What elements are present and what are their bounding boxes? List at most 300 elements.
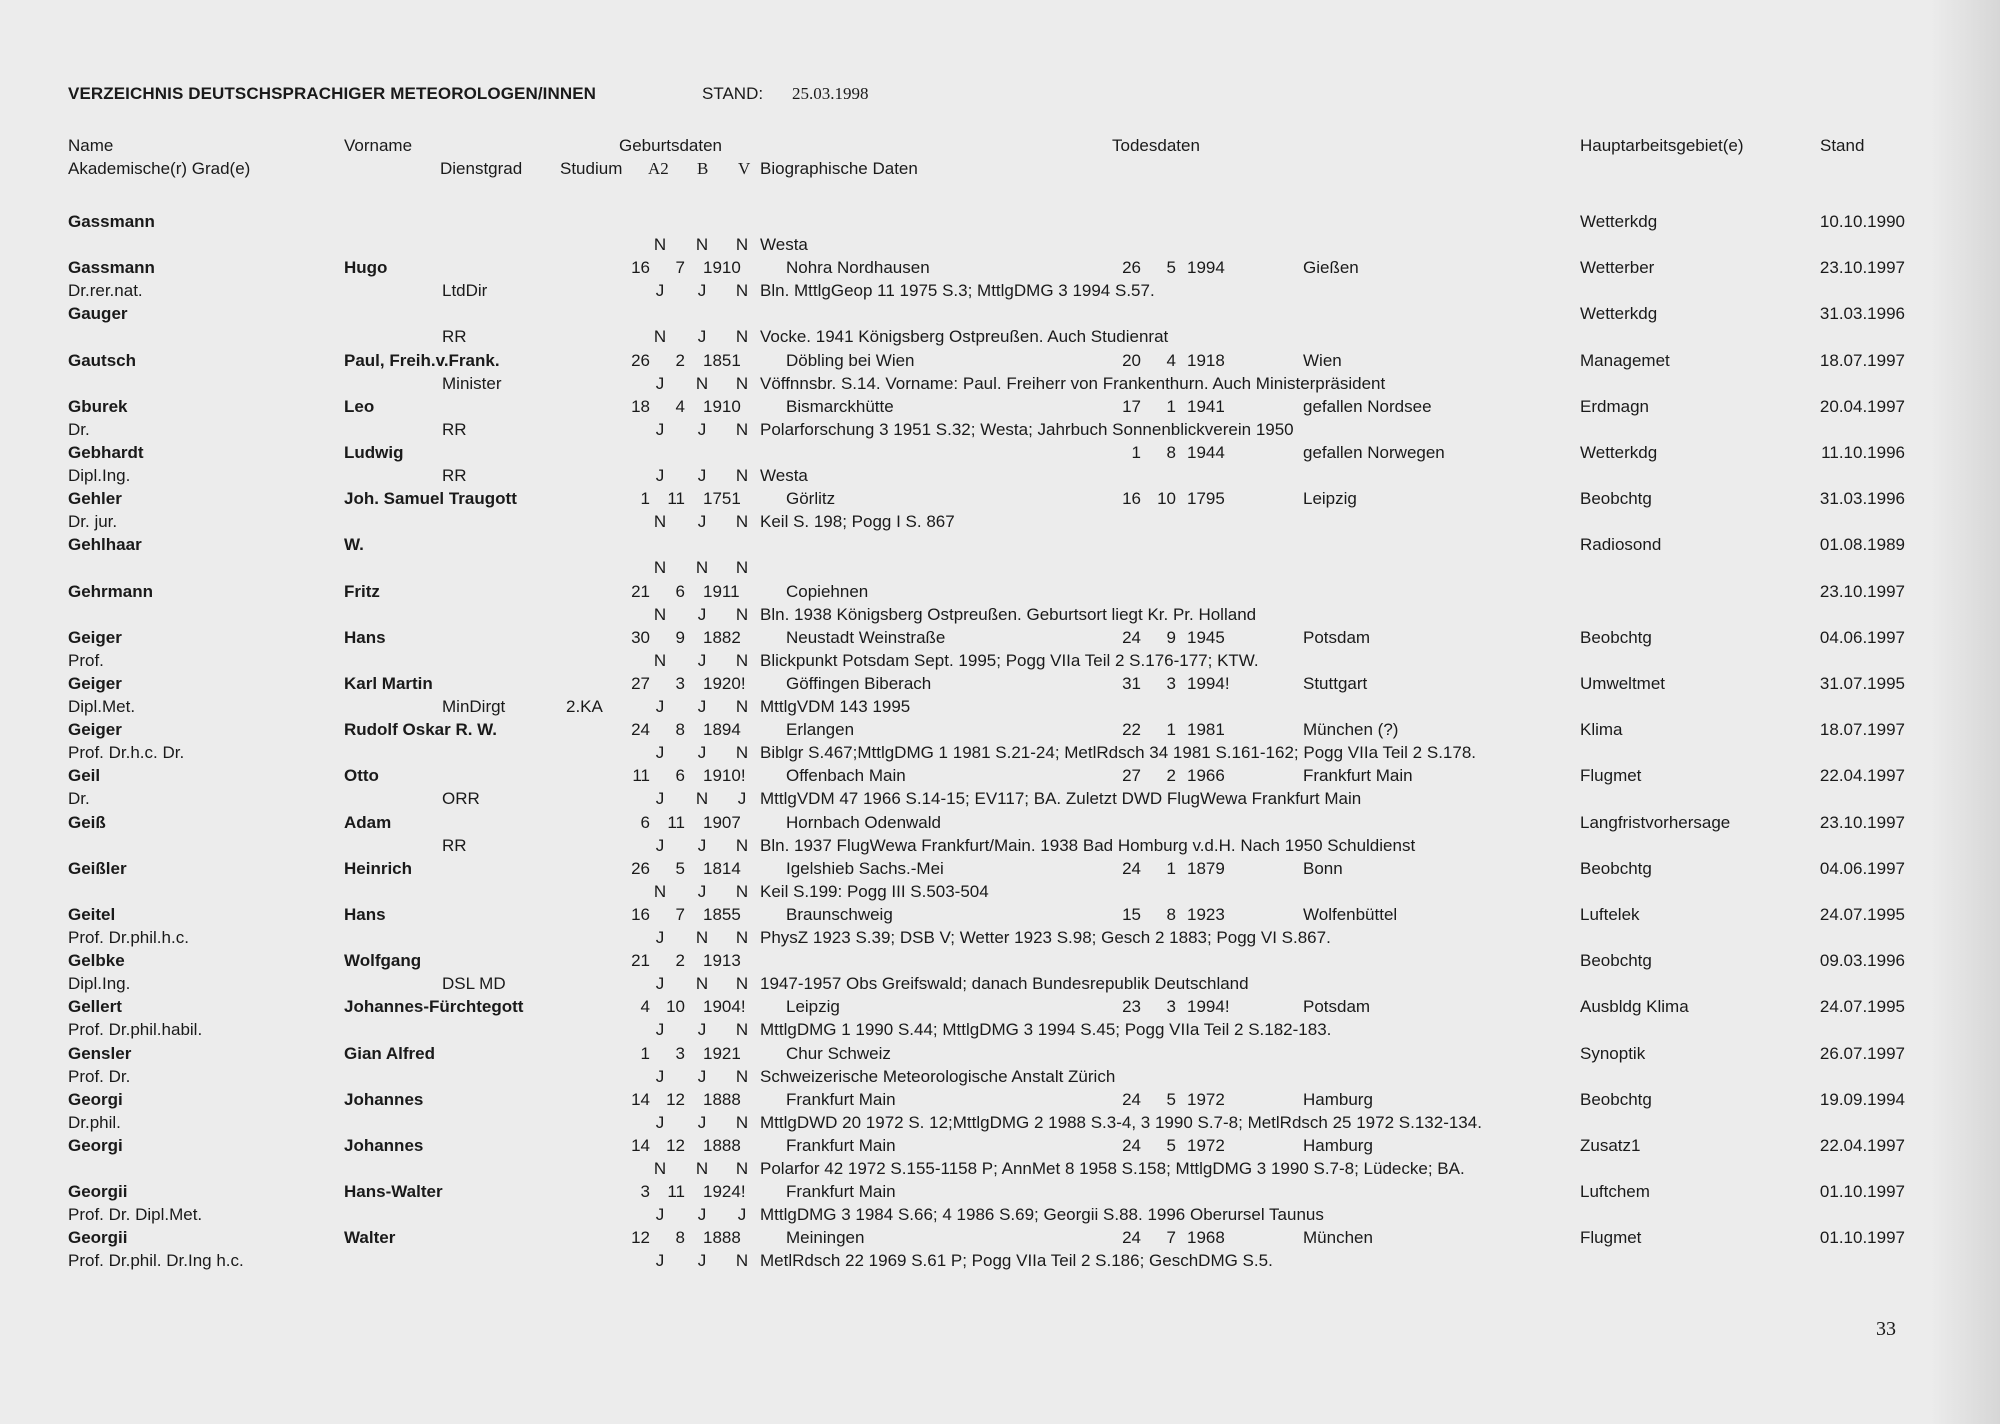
entry-field: Flugmet xyxy=(1580,766,1642,786)
entry-td: 24 xyxy=(1122,1136,1141,1155)
entry-name: Gburek xyxy=(68,396,128,416)
entry-a2: J xyxy=(655,1251,665,1271)
entry-tplace: Wien xyxy=(1303,350,1342,370)
entry-a2: J xyxy=(655,697,665,716)
entry-name: Gehrmann xyxy=(68,581,154,601)
entry-gy: 1911 xyxy=(703,581,740,601)
entry-gd: 27 xyxy=(631,674,650,693)
entry-name: Georgi xyxy=(68,1136,123,1155)
entry-gm: 7 xyxy=(675,258,685,278)
entry-stand: 20.04.1997 xyxy=(1819,396,1905,416)
entry-gy: 1910! xyxy=(703,766,746,786)
entry-bio: MetlRdsch 22 1969 S.61 P; Pogg VIIa Teil 2 S.186; GeschDMG S.5. xyxy=(760,1251,1273,1271)
entry-a2: J xyxy=(655,281,665,301)
entry-vorname: Hugo xyxy=(344,258,388,278)
entry-vorname: Gian Alfred xyxy=(344,1043,435,1063)
entry-gm: 11 xyxy=(667,489,685,509)
entry-gm: 2 xyxy=(675,951,685,971)
entry-name: Georgii xyxy=(68,1228,128,1248)
entry-a2: N xyxy=(653,881,667,901)
document-title: VERZEICHNIS DEUTSCHSPRACHIGER METEOROLOGEN/INNEN xyxy=(68,84,597,103)
entry-gm: 8 xyxy=(675,1228,685,1248)
entry-v: N xyxy=(735,1159,749,1178)
entry-a2: J xyxy=(655,835,665,855)
entry-a2: N xyxy=(653,1159,667,1178)
entry-tplace: Hamburg xyxy=(1303,1136,1373,1155)
entry-gplace: Copiehnen xyxy=(786,581,869,601)
entry-gd: 21 xyxy=(631,951,650,971)
entry-tplace: Bonn xyxy=(1303,858,1343,878)
entry-name: Gassmann xyxy=(68,258,155,278)
entry-stand: 10.10.1990 xyxy=(1819,212,1905,231)
entry-ty: 1966 xyxy=(1187,766,1225,786)
entry-gy: 1913 xyxy=(703,951,741,971)
entry-b: J xyxy=(697,604,707,624)
entry-gd: 26 xyxy=(631,350,650,370)
header-a2: A2 xyxy=(648,159,669,178)
entry-v: N xyxy=(735,928,749,947)
entry-name: Gelbke xyxy=(68,951,125,971)
entry-field: Zusatz1 xyxy=(1580,1136,1641,1155)
entry-gy: 1910 xyxy=(703,396,741,416)
entry-bio: Schweizerische Meteorologische Anstalt Zürich xyxy=(760,1066,1116,1086)
entry-bio: 1947-1957 Obs Greifswald; danach Bundesrepublik Deutschland xyxy=(760,974,1249,994)
entry-tplace: Potsdam xyxy=(1303,627,1371,647)
entry-gplace: Frankfurt Main xyxy=(786,1089,896,1109)
entry-grad: Dr.phil. xyxy=(68,1112,121,1132)
entry-tm: 8 xyxy=(1166,443,1176,462)
entry-b: N xyxy=(695,789,709,809)
entry-vorname: Fritz xyxy=(344,581,380,601)
entry-dienst: RR xyxy=(442,466,467,485)
entry-tm: 5 xyxy=(1166,258,1176,278)
entry-gplace: Chur Schweiz xyxy=(786,1043,891,1063)
entry-stand: 31.03.1996 xyxy=(1819,489,1905,509)
entry-gm: 8 xyxy=(675,720,685,740)
header-grad: Akademische(r) Grad(e) xyxy=(68,159,251,178)
entry-ty: 1994! xyxy=(1187,674,1230,693)
entry-gy: 1910 xyxy=(703,258,741,278)
entry-td: 15 xyxy=(1122,905,1141,924)
entry-field: Erdmagn xyxy=(1580,396,1649,416)
entry-field: Klima xyxy=(1580,720,1623,740)
entry-ty: 1968 xyxy=(1187,1228,1225,1248)
page-number: 33 xyxy=(1876,1318,1896,1340)
entry-a2: N xyxy=(653,512,667,532)
entry-a2: J xyxy=(655,1066,665,1086)
entry-name: Gassmann xyxy=(68,212,155,231)
entry-tplace: gefallen Norwegen xyxy=(1303,443,1445,462)
entry-b: N xyxy=(695,373,709,393)
entry-stand: 04.06.1997 xyxy=(1819,858,1905,878)
entry-gplace: Braunschweig xyxy=(786,905,893,924)
entry-name: Gautsch xyxy=(68,350,137,370)
entry-gy: 1814 xyxy=(703,858,741,878)
entry-tm: 7 xyxy=(1166,1228,1176,1248)
entry-b: J xyxy=(697,1020,707,1040)
entry-gy: 1888 xyxy=(703,1228,741,1248)
entry-field: Beobchtg xyxy=(1580,858,1652,878)
entry-stand: 01.10.1997 xyxy=(1819,1182,1905,1202)
entry-b: J xyxy=(697,881,707,901)
entry-gm: 7 xyxy=(675,905,685,924)
entry-stand: 11.10.1996 xyxy=(1821,443,1905,462)
entry-gplace: Offenbach Main xyxy=(786,766,906,786)
entry-gy: 1855 xyxy=(703,905,741,924)
entry-tplace: Stuttgart xyxy=(1303,674,1368,693)
entry-bio: MttlgVDM 47 1966 S.14-15; EV117; BA. Zuletzt DWD FlugWewa Frankfurt Main xyxy=(760,789,1362,809)
entry-field: Langfristvorhersage xyxy=(1580,812,1731,832)
entry-a2: J xyxy=(655,789,665,809)
entry-gm: 2 xyxy=(675,350,685,370)
entry-gd: 30 xyxy=(631,627,650,647)
entry-field: Beobchtg xyxy=(1580,1089,1652,1109)
entry-ty: 1945 xyxy=(1187,627,1225,647)
entry-grad: Dr. xyxy=(68,419,90,439)
entry-bio: Keil S.199: Pogg III S.503-504 xyxy=(760,881,989,901)
entry-tplace: gefallen Nordsee xyxy=(1303,396,1432,416)
entry-field: Beobchtg xyxy=(1580,627,1652,647)
entry-bio: Bln. 1938 Königsberg Ostpreußen. Geburtsort liegt Kr. Pr. Holland xyxy=(760,604,1257,624)
entry-td: 31 xyxy=(1122,674,1141,693)
entry-gplace: Igelshieb Sachs.-Mei xyxy=(786,858,944,878)
entry-a2: J xyxy=(655,974,665,994)
entry-ty: 1923 xyxy=(1187,905,1225,924)
entry-name: Geißler xyxy=(68,858,127,878)
entry-bio: Bln. 1937 FlugWewa Frankfurt/Main. 1938 Bad Homburg v.d.H. Nach 1950 Schuldienst xyxy=(760,835,1416,855)
entry-tm: 5 xyxy=(1166,1089,1176,1109)
entry-gm: 11 xyxy=(667,1182,685,1202)
entry-v: N xyxy=(735,974,749,994)
entry-name: Georgi xyxy=(68,1089,123,1109)
entry-stand: 01.10.1997 xyxy=(1819,1228,1905,1248)
entry-name: Geiß xyxy=(68,812,106,832)
entry-gd: 26 xyxy=(631,858,650,878)
entry-dienst: RR xyxy=(442,835,467,855)
entry-grad: Dr. jur. xyxy=(68,512,118,532)
entry-gm: 4 xyxy=(675,396,685,416)
entry-b: J xyxy=(697,512,707,532)
entry-name: Geiger xyxy=(68,627,122,647)
entry-v: N xyxy=(735,281,749,301)
entry-bio: Blickpunkt Potsdam Sept. 1995; Pogg VIIa Teil 2 S.176-177; KTW. xyxy=(760,650,1259,670)
entry-gd: 11 xyxy=(632,766,650,786)
entry-name: Gellert xyxy=(68,997,122,1017)
entry-vorname: Hans xyxy=(344,905,386,924)
entry-name: Gehlhaar xyxy=(68,535,142,555)
entry-gd: 6 xyxy=(640,812,650,832)
entry-a2: J xyxy=(655,466,665,485)
entry-v: N xyxy=(735,604,749,624)
entry-grad: Dr.rer.nat. xyxy=(68,281,143,301)
entry-b: J xyxy=(697,1205,707,1225)
entry-td: 26 xyxy=(1122,258,1141,278)
entry-td: 23 xyxy=(1122,997,1141,1017)
entry-grad: Prof. Dr.phil.habil. xyxy=(68,1020,203,1040)
entry-gplace: Bismarckhütte xyxy=(786,396,894,416)
entry-b: J xyxy=(697,1112,707,1132)
entry-name: Gensler xyxy=(68,1043,132,1063)
stand-date: 25.03.1998 xyxy=(792,84,869,103)
entry-grad: Dr. xyxy=(68,789,90,809)
entry-name: Geitel xyxy=(68,905,116,924)
entry-a2: J xyxy=(655,1205,665,1225)
entry-tm: 3 xyxy=(1166,674,1176,693)
entry-gm: 3 xyxy=(675,1043,685,1063)
entry-grad: Prof. xyxy=(68,650,104,670)
entry-stand: 23.10.1997 xyxy=(1819,581,1905,601)
entry-gm: 11 xyxy=(667,812,685,832)
entry-field: Wetterkdg xyxy=(1580,304,1658,324)
entry-b: J xyxy=(697,419,707,439)
entry-td: 24 xyxy=(1122,858,1141,878)
entry-grad: Dipl.Ing. xyxy=(68,466,131,485)
entry-gy: 1920! xyxy=(703,674,746,693)
entry-ty: 1941 xyxy=(1187,396,1225,416)
entry-bio: Westa xyxy=(760,235,808,254)
entry-gd: 24 xyxy=(631,720,650,740)
header-studium: Studium xyxy=(560,159,623,178)
entry-a2: J xyxy=(655,419,665,439)
entry-bio: Vocke. 1941 Königsberg Ostpreußen. Auch Studienrat xyxy=(760,327,1169,347)
entry-gy: 1888 xyxy=(703,1136,741,1155)
header-name: Name xyxy=(68,136,114,155)
entry-gm: 12 xyxy=(666,1089,685,1109)
entry-a2: J xyxy=(655,928,665,947)
entry-td: 1 xyxy=(1131,443,1141,462)
entry-tplace: München xyxy=(1303,1228,1373,1248)
entry-a2: J xyxy=(655,1020,665,1040)
entry-gy: 1851 xyxy=(703,350,741,370)
entry-dienst: ORR xyxy=(442,789,480,809)
entry-v: N xyxy=(735,1251,749,1271)
entry-ty: 1918 xyxy=(1187,350,1225,370)
entry-a2: N xyxy=(653,235,667,254)
entry-stand: 18.07.1997 xyxy=(1819,350,1905,370)
entry-gd: 21 xyxy=(631,581,650,601)
entry-bio: PhysZ 1923 S.39; DSB V; Wetter 1923 S.98; Gesch 2 1883; Pogg VI S.867. xyxy=(760,928,1331,947)
entry-vorname: Johannes-Fürchtegott xyxy=(344,997,524,1017)
entry-tplace: Gießen xyxy=(1303,258,1359,278)
entry-dienst: RR xyxy=(442,327,467,347)
entry-gy: 1924! xyxy=(703,1182,746,1202)
entry-stand: 26.07.1997 xyxy=(1819,1043,1905,1063)
entry-tm: 4 xyxy=(1166,350,1176,370)
entry-gd: 14 xyxy=(631,1136,650,1155)
entry-grad: Prof. Dr. xyxy=(68,1066,131,1086)
entry-grad: Dipl.Met. xyxy=(68,697,136,716)
entry-gd: 4 xyxy=(640,997,650,1017)
entry-gy: 1921 xyxy=(703,1043,741,1063)
entry-bio: MttlgDMG 1 1990 S.44; MttlgDMG 3 1994 S.45; Pogg VIIa Teil 2 S.182-183. xyxy=(760,1020,1332,1040)
entry-b: J xyxy=(697,743,707,763)
entry-bio: MttlgVDM 143 1995 xyxy=(760,697,911,716)
entry-bio: MttlgDWD 20 1972 S. 12;MttlgDMG 2 1988 S.3-4, 3 1990 S.7-8; MetlRdsch 25 1972 S.132-134. xyxy=(760,1112,1482,1132)
entry-vorname: Johannes xyxy=(344,1136,424,1155)
entry-vorname: Joh. Samuel Traugott xyxy=(344,489,517,509)
entry-name: Gehler xyxy=(68,489,122,509)
entry-gy: 1888 xyxy=(703,1089,741,1109)
entry-dienst: MinDirgt xyxy=(442,697,506,716)
entry-b: N xyxy=(695,558,709,578)
entry-tm: 1 xyxy=(1166,396,1176,416)
entry-stand: 24.07.1995 xyxy=(1819,997,1905,1017)
entry-v: N xyxy=(735,558,749,578)
entry-gy: 1907 xyxy=(703,812,741,832)
entry-v: J xyxy=(737,1205,747,1225)
entry-vorname: Rudolf Oskar R. W. xyxy=(344,720,498,740)
entry-vorname: Otto xyxy=(344,766,379,786)
entry-b: N xyxy=(695,974,709,994)
entry-name: Gebhardt xyxy=(68,443,144,462)
entry-grad: Prof. Dr.phil.h.c. xyxy=(68,928,189,947)
entry-stand: 24.07.1995 xyxy=(1819,905,1905,924)
entry-gplace: Frankfurt Main xyxy=(786,1182,896,1202)
entry-stand: 19.09.1994 xyxy=(1819,1089,1905,1109)
entry-tplace: Leipzig xyxy=(1303,489,1357,509)
entry-v: N xyxy=(735,650,749,670)
entry-gd: 12 xyxy=(631,1228,650,1248)
entry-v: N xyxy=(735,743,749,763)
entry-vorname: Hans xyxy=(344,627,386,647)
header-hauptarbeitsgebiet: Hauptarbeitsgebiet(e) xyxy=(1580,136,1744,155)
entry-field: Beobchtg xyxy=(1580,951,1652,971)
entry-v: N xyxy=(735,1112,749,1132)
entry-gy: 1904! xyxy=(703,997,746,1017)
entry-gy: 1751 xyxy=(703,489,741,509)
entry-v: N xyxy=(735,1066,749,1086)
entry-gplace: Göffingen Biberach xyxy=(786,674,932,693)
entry-tm: 1 xyxy=(1166,720,1176,740)
entry-tm: 5 xyxy=(1166,1136,1176,1155)
entry-bio: Polarfor 42 1972 S.155-1158 P; AnnMet 8 1958 S.158; MttlgDMG 3 1990 S.7-8; Lüdecke; BA. xyxy=(760,1159,1465,1178)
entry-gm: 12 xyxy=(666,1136,685,1155)
entry-field: Managemet xyxy=(1580,350,1670,370)
entry-vorname: Ludwig xyxy=(344,443,404,462)
entry-v: N xyxy=(735,327,749,347)
entry-stand: 22.04.1997 xyxy=(1819,1136,1905,1155)
entry-gd: 1 xyxy=(640,489,650,509)
entry-b: J xyxy=(697,697,707,716)
entry-name: Geiger xyxy=(68,674,122,693)
entry-b: J xyxy=(697,835,707,855)
entry-gplace: Nohra Nordhausen xyxy=(786,258,930,278)
entry-a2: N xyxy=(653,650,667,670)
entry-td: 17 xyxy=(1122,396,1141,416)
entry-gd: 16 xyxy=(631,905,650,924)
entry-studium: 2.KA xyxy=(566,697,603,716)
entry-v: N xyxy=(735,1020,749,1040)
entry-tm: 2 xyxy=(1166,766,1176,786)
entry-stand: 04.06.1997 xyxy=(1819,627,1905,647)
entry-v: N xyxy=(735,373,749,393)
entry-gm: 5 xyxy=(675,858,685,878)
header-v: V xyxy=(738,159,751,178)
entry-dienst: Minister xyxy=(442,373,502,393)
entry-bio: Vöffnnsbr. S.14. Vorname: Paul. Freiherr von Frankenthurn. Auch Ministerpräsident xyxy=(760,373,1386,393)
entry-gplace: Görlitz xyxy=(786,489,836,509)
entry-v: N xyxy=(735,881,749,901)
entry-v: J xyxy=(737,789,747,809)
entry-ty: 1972 xyxy=(1187,1089,1225,1109)
entry-ty: 1795 xyxy=(1187,489,1225,509)
entry-v: N xyxy=(735,512,749,532)
entry-tplace: Frankfurt Main xyxy=(1303,766,1413,786)
entry-grad: Prof. Dr. Dipl.Met. xyxy=(68,1205,203,1225)
entry-ty: 1879 xyxy=(1187,858,1225,878)
entry-td: 24 xyxy=(1122,627,1141,647)
entry-stand: 22.04.1997 xyxy=(1819,766,1905,786)
entry-tm: 9 xyxy=(1166,627,1176,647)
entry-gm: 10 xyxy=(666,997,685,1017)
entry-bio: Biblgr S.467;MttlgDMG 1 1981 S.21-24; MetlRdsch 34 1981 S.161-162; Pogg VIIa Teil 2 S.178. xyxy=(760,743,1477,763)
entry-bio: Polarforschung 3 1951 S.32; Westa; Jahrbuch Sonnenblickverein 1950 xyxy=(760,419,1294,439)
entry-v: N xyxy=(735,697,749,716)
entry-stand: 09.03.1996 xyxy=(1819,951,1905,971)
entry-name: Geil xyxy=(68,766,101,786)
entry-ty: 1972 xyxy=(1187,1136,1225,1155)
entry-v: N xyxy=(735,835,749,855)
entry-stand: 23.10.1997 xyxy=(1819,812,1905,832)
entry-gd: 1 xyxy=(640,1043,650,1063)
entry-gd: 14 xyxy=(631,1089,650,1109)
entry-gplace: Meiningen xyxy=(786,1228,865,1248)
entry-b: J xyxy=(697,1066,707,1086)
entry-stand: 31.07.1995 xyxy=(1819,674,1905,693)
entry-v: N xyxy=(735,466,749,485)
entry-grad: Prof. Dr.phil. Dr.Ing h.c. xyxy=(68,1251,244,1271)
entry-v: N xyxy=(735,235,749,254)
entry-gm: 6 xyxy=(675,581,685,601)
entry-gm: 3 xyxy=(675,674,685,693)
entry-ty: 1981 xyxy=(1187,720,1225,740)
entry-b: J xyxy=(697,327,707,347)
entry-tm: 1 xyxy=(1166,858,1176,878)
entry-ty: 1994! xyxy=(1187,997,1230,1017)
header-geburtsdaten: Geburtsdaten xyxy=(619,136,723,155)
entry-gd: 3 xyxy=(640,1182,650,1202)
entry-b: J xyxy=(697,466,707,485)
entry-vorname: Paul, Freih.v.Frank. xyxy=(344,350,500,370)
entry-field: Flugmet xyxy=(1580,1228,1642,1248)
entry-td: 24 xyxy=(1122,1089,1141,1109)
entry-dienst: RR xyxy=(442,419,467,439)
entry-field: Luftchem xyxy=(1580,1182,1650,1202)
entry-gplace: Erlangen xyxy=(786,720,855,740)
entry-vorname: Adam xyxy=(344,812,392,832)
entry-grad: Prof. Dr.h.c. Dr. xyxy=(68,743,185,763)
entry-field: Wetterber xyxy=(1580,258,1655,278)
header-stand: Stand xyxy=(1820,136,1865,155)
entry-name: Georgii xyxy=(68,1182,128,1202)
entry-b: N xyxy=(695,928,709,947)
entry-stand: 31.03.1996 xyxy=(1819,304,1905,324)
entry-vorname: Leo xyxy=(344,396,375,416)
entry-ty: 1944 xyxy=(1187,443,1225,462)
header-todesdaten: Todesdaten xyxy=(1112,136,1200,155)
entry-a2: J xyxy=(655,743,665,763)
entry-vorname: Karl Martin xyxy=(344,674,433,693)
entry-gplace: Hornbach Odenwald xyxy=(786,812,941,832)
entry-a2: J xyxy=(655,1112,665,1132)
header-dienstgrad: Dienstgrad xyxy=(440,159,523,178)
entry-gy: 1882 xyxy=(703,627,741,647)
entry-dienst: DSL MD xyxy=(442,974,506,994)
header-b: B xyxy=(697,159,709,178)
entry-tplace: München (?) xyxy=(1303,720,1399,740)
entry-gd: 16 xyxy=(631,258,650,278)
entry-tplace: Potsdam xyxy=(1303,997,1371,1017)
